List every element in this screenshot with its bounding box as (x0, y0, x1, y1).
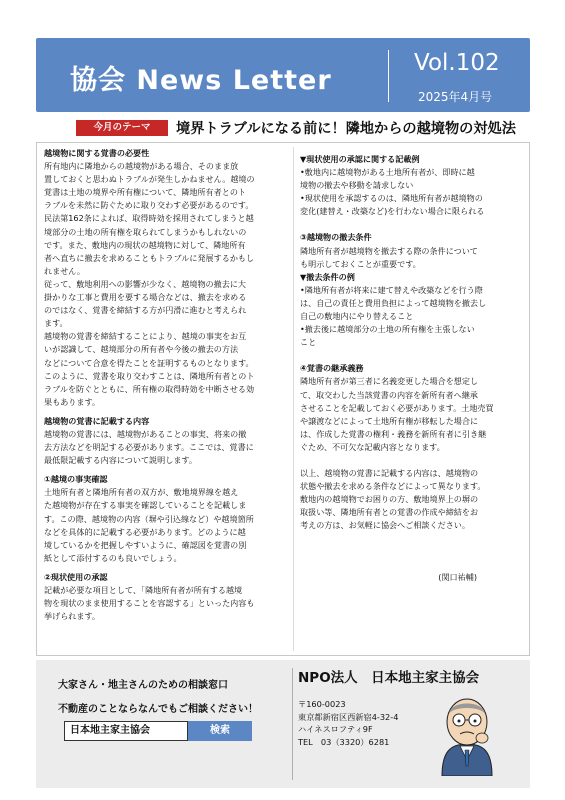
text-line: 越境物の覚書を締結することにより、越境の事実をお互 (44, 331, 247, 342)
street-address: 東京都新宿区西新宿4-32-4 (298, 711, 399, 722)
header-divider (388, 50, 389, 102)
text-line: た越境物が存在する事実を確認していることを記載しま (44, 500, 247, 511)
section-heading: 越境物の覚書に記載する内容 (44, 415, 150, 426)
text-line: 隣地所有者が第三者に名義変更した場合を想定し (300, 376, 479, 387)
text-line: •隣地所有者が将来に建て替えや改築などを行う際 (300, 284, 483, 295)
text-line: させることを記載しておく必要があります。土地売買 (300, 402, 494, 413)
text-line: 者へ直ちに撤去を求めることもトラブルに発展するかもし (44, 252, 255, 263)
text-line: •敷地内に越境物がある土地所有者が、即時に越 (300, 167, 475, 178)
text-line: 隣地所有者が越境物を撤去する際の条件について (300, 245, 478, 256)
text-line: ラブルを防ぐとともに、所有権の取得時効を中断させる効 (44, 383, 255, 394)
text-line: です。また、敷地内の現状の越境物に対して、隣地所有 (44, 239, 246, 250)
paragraph (44, 428, 299, 467)
newsletter-title: 協会 News Letter (70, 65, 332, 96)
organization-address (298, 698, 398, 748)
text-line: このように、覚書を取り交わすことは、隣地所有者とのト (44, 370, 255, 381)
section-heading: ①越境の事実確認 (44, 474, 108, 485)
text-line: 民法第162条によれば、取得時効を採用されてしまうと越 (44, 213, 254, 224)
text-line: などについて合意を得たことを証明するものとなります。 (44, 357, 254, 368)
text-line: 越境物の覚書には、越境物があることの事実、将来の撤 (44, 428, 247, 439)
mascot-illustration-icon (436, 690, 498, 776)
text-line: も明示しておくことが重要です。 (300, 258, 421, 269)
left-column (44, 147, 299, 623)
newsletter-header (36, 38, 530, 112)
spacer (300, 558, 525, 571)
spacer (300, 349, 525, 362)
footer (36, 660, 530, 788)
spacer (300, 454, 525, 467)
text-line: や譲渡などによって土地所有権が移転した場合に (300, 415, 479, 426)
spacer (300, 218, 525, 231)
theme-badge: 今月のテーマ (76, 120, 168, 136)
text-line: は、作成した覚書の権利・義務を新所有者に引き継 (300, 428, 487, 439)
section-heading: ②現状使用の承認 (44, 571, 108, 582)
text-line: 覚書は土地の境界や所有権について、隣地所有者とのト (44, 187, 247, 198)
text-line: •撤去後に越境部分の土地の所有権を主張しない (300, 324, 475, 335)
author-signature: (関口祐輔) (438, 572, 477, 583)
building-name: ハイネスロフティ9F (298, 724, 373, 735)
search-button[interactable]: 検索 (188, 721, 252, 741)
text-line: て、取交わした当該覚書の内容を新所有者へ継承 (300, 389, 478, 400)
postal-code: 〒160-0023 (298, 699, 346, 709)
text-line: れません。 (44, 265, 85, 276)
paragraph (300, 375, 525, 454)
phone-number: TEL 03（3320）6281 (298, 736, 390, 747)
consultation-panel (36, 660, 292, 788)
text-line: 変化(建替え・改築など)を行わない場合に限られる (300, 206, 485, 217)
theme-title: 境界トラブルになる前に！隣地からの越境物の対処法 (176, 121, 516, 137)
text-line: ぐため、不可欠な記載内容となります。 (300, 441, 445, 452)
volume-number: Vol.102 (414, 50, 500, 76)
organization-name: NPO法人 日本地主家主協会 (298, 670, 480, 686)
paragraph (44, 486, 299, 565)
right-column (300, 147, 525, 585)
spacer (300, 545, 525, 558)
text-line: 挙げられます。 (44, 611, 101, 622)
issue-date: 2025年4月号 (418, 90, 493, 104)
consultation-text: 不動産のことならなんでもご相談ください！ (58, 704, 258, 715)
text-line: 状態や撤去を求める条件などによって異なります。 (300, 481, 486, 492)
spacer (300, 532, 525, 545)
text-line: 物を現状のまま使用することを容認する」といった内容も (44, 598, 255, 609)
text-line: ラブルを未然に防ぐために取り交わす必要があるのです。 (44, 200, 254, 211)
search-input[interactable]: 日本地主家主協会 (64, 721, 188, 741)
paragraph (300, 245, 525, 271)
consultation-window-title: 大家さん・地主さんのための相談窓口 (58, 680, 228, 691)
article-body (36, 142, 530, 656)
paragraph (300, 284, 525, 349)
paragraph (300, 467, 525, 532)
theme-bar (36, 118, 530, 138)
section-heading: 越境物に関する覚書の必要性 (44, 148, 150, 158)
text-line: こと (300, 337, 317, 348)
text-line: 境部分の土地の所有権を取られてしまうかもしれないの (44, 226, 247, 237)
text-line: いが認識して、越境部分の所有者や今後の撤去の方法 (44, 344, 239, 355)
paragraph (44, 584, 299, 623)
text-line: 所有地内に隣地からの越境物がある場合、そのまま放 (44, 161, 239, 172)
section-heading: ▼現状使用の承認に関する記載例 (300, 154, 420, 164)
paragraph (44, 160, 299, 409)
text-line: 従って、敷地利用への影響が少なく、越境物の撤去に大 (44, 278, 247, 289)
text-line: 果もあります。 (44, 396, 101, 407)
text-line: 置しておくと思わぬトラブルが発生しかねません。越境の (44, 174, 255, 185)
text-line: •現状使用を承認するのは、隣地所有者が越境物の (300, 193, 483, 204)
paragraph (300, 166, 525, 218)
text-line: 考えの方は、お気軽に協会へご相談ください。 (300, 520, 470, 531)
column-divider (293, 147, 294, 651)
text-line: ます。 (44, 318, 68, 329)
text-line: 去方法などを明記する必要があります。ここでは、覚書に (44, 442, 254, 453)
text-line: 土地所有者と隣地所有者の双方が、敷地境界線を越え (44, 487, 239, 498)
section-heading: ④覚書の継承義務 (300, 363, 364, 374)
text-line: 以上、越境物の覚書に記載する内容は、越境物の (300, 467, 479, 478)
section-heading: ▼撤去条件の例 (300, 271, 355, 282)
section-heading: ③越境物の撤去条件 (300, 232, 372, 243)
text-line: 敷地内の越境物でお困りの方、敷地境界上の塀の (300, 494, 479, 505)
text-line: 紙として添付するのも良いでしょう。 (44, 552, 182, 563)
text-line: 掛かりな工事と費用を要する場合などは、撤去を求める (44, 292, 247, 303)
text-line: 自己の敷地内にやり替えること (300, 311, 414, 322)
text-line: 境物の撤去や移動を請求しない (300, 180, 414, 191)
text-line: などを具体的に記載する必要があります。どのように越 (44, 526, 246, 537)
text-line: 取扱い等、隣地所有者との覚書の作成や締結をお (300, 507, 479, 518)
text-line: す。この際、越境物の内容（塀や引込線など）や越境箇所 (44, 513, 254, 524)
text-line: 最低限記載する内容について説明します。 (44, 455, 197, 466)
text-line: のではなく、覚書を締結する方が円滑に進むと考えられ (44, 305, 247, 316)
text-line: 記載が必要な項目として、「隣地所有者が所有する越境 (44, 585, 243, 595)
text-line: は、自己の責任と費用負担によって越境物を撤去し (300, 297, 487, 308)
footer-divider (292, 668, 293, 780)
text-line: 境しているかを把握しやすいように、確認図を覚書の別 (44, 539, 247, 550)
